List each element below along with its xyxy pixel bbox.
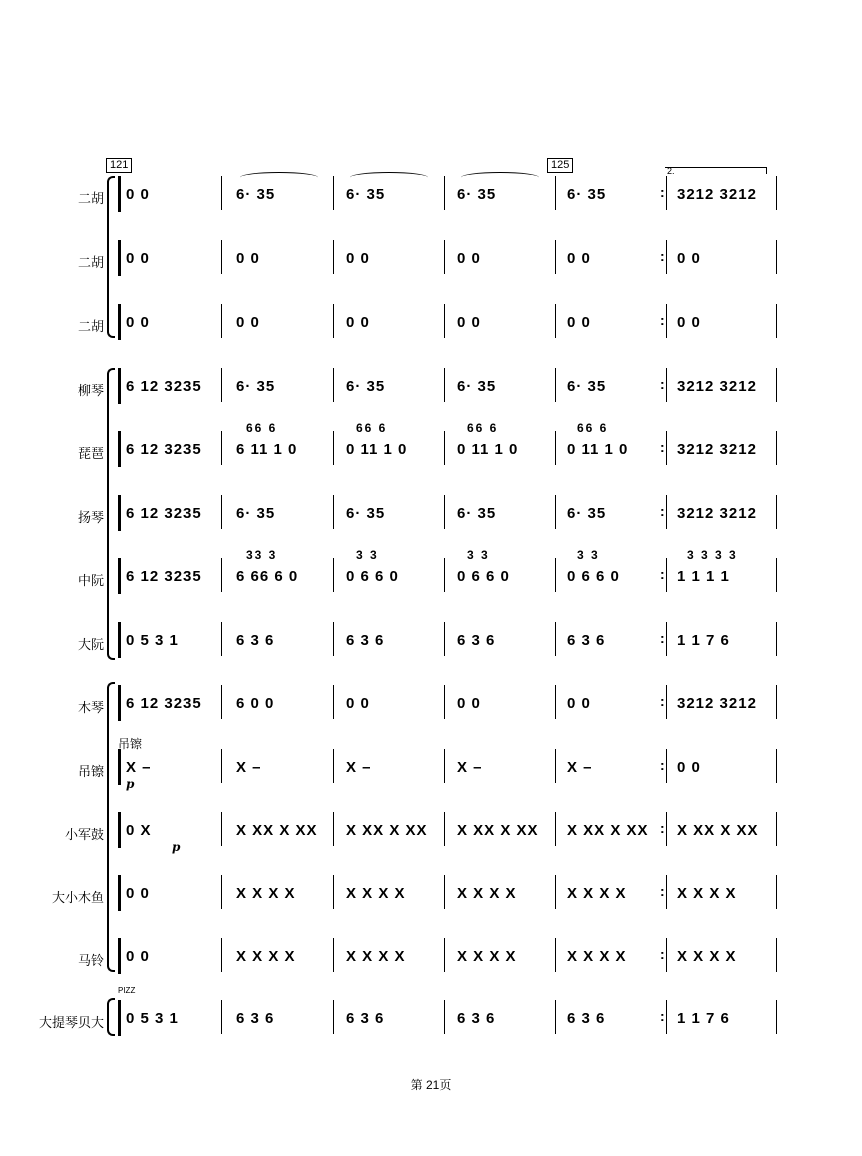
measure-notes: 0 5 3 1 — [126, 632, 179, 649]
measure-notes: 0 0 — [457, 695, 481, 712]
barline — [221, 558, 222, 592]
barline — [555, 176, 556, 210]
measure-notes: 0 0 — [677, 314, 701, 331]
barline — [333, 875, 334, 909]
upper-notes: 3 3 3 3 — [687, 548, 738, 562]
measure-notes: X XX X XX — [677, 822, 759, 839]
barline — [333, 938, 334, 972]
barline — [776, 938, 777, 972]
measure-notes: 1 1 7 6 — [677, 632, 730, 649]
instrument-name: 大提琴贝大 — [38, 1015, 104, 1030]
measure-notes: 0 0 — [567, 250, 591, 267]
measure-notes: X X X X — [346, 885, 406, 902]
measure-notes: 0 5 3 1 — [126, 1010, 179, 1027]
measure-notes: X X X X — [677, 948, 737, 965]
barline — [555, 495, 556, 529]
barline — [776, 875, 777, 909]
measure-notes: 6 3 6 — [567, 1010, 606, 1027]
measure-notes: 0 11 1 0 — [346, 441, 408, 458]
barline — [444, 622, 445, 656]
barline — [221, 176, 222, 210]
barline — [776, 176, 777, 210]
measure-notes: 6 12 3235 — [126, 695, 202, 712]
barline — [666, 1000, 667, 1034]
measure-notes: 0 0 — [346, 695, 370, 712]
barline — [444, 240, 445, 274]
measure-notes: 6 3 6 — [346, 632, 385, 649]
measure-notes: X XX X XX — [236, 822, 318, 839]
instrument-name: 吊镲 — [77, 764, 104, 779]
tie-arc — [240, 172, 318, 183]
barline — [776, 368, 777, 402]
barline — [555, 304, 556, 338]
barline — [444, 431, 445, 465]
barline — [555, 938, 556, 972]
instrument-name: 小军鼓 — [64, 827, 104, 842]
measure-notes: 0 0 — [457, 250, 481, 267]
measure-notes: 0 0 — [346, 250, 370, 267]
barline — [444, 1000, 445, 1034]
barline — [776, 685, 777, 719]
barline — [333, 431, 334, 465]
dynamic-marking: p — [172, 840, 181, 854]
instrument-row — [0, 304, 862, 344]
measure-notes: 6 12 3235 — [126, 441, 202, 458]
rehearsal-mark-125: 125 — [547, 158, 573, 173]
measure-notes: 6· 35 — [457, 186, 497, 203]
instrument-name: 木琴 — [77, 700, 104, 715]
measure-notes: 6 11 1 0 — [236, 441, 298, 458]
barline — [776, 304, 777, 338]
measure-notes: 6 3 6 — [346, 1010, 385, 1027]
barline — [776, 431, 777, 465]
measure-notes: X XX X XX — [457, 822, 539, 839]
barline — [444, 938, 445, 972]
system-line — [118, 1000, 121, 1036]
barline — [776, 812, 777, 846]
barline — [221, 431, 222, 465]
measure-notes: X – — [346, 759, 372, 776]
system-line — [118, 176, 121, 212]
instrument-row — [0, 495, 862, 535]
measure-notes: 3212 3212 — [677, 441, 757, 458]
barline — [776, 749, 777, 783]
barline — [333, 1000, 334, 1034]
page-number: 第 21页 — [410, 1078, 452, 1092]
barline — [555, 875, 556, 909]
measure-notes: X X X X — [567, 948, 627, 965]
measure-notes: X X X X — [236, 948, 296, 965]
barline — [221, 622, 222, 656]
barline — [555, 1000, 556, 1034]
measure-notes: X X X X — [457, 948, 517, 965]
repeat-sign: : — [660, 630, 666, 646]
barline — [221, 875, 222, 909]
system-line — [118, 558, 121, 594]
measure-notes: 0 0 — [567, 314, 591, 331]
measure-notes: 0 6 6 0 — [457, 568, 510, 585]
measure-notes: 6· 35 — [346, 378, 386, 395]
tie-arc — [350, 172, 428, 183]
measure-notes: X – — [457, 759, 483, 776]
instrument-name: 柳琴 — [77, 383, 104, 398]
instrument-row — [0, 875, 862, 915]
barline — [444, 495, 445, 529]
barline — [776, 495, 777, 529]
volta-bracket — [665, 167, 767, 174]
upper-notes: 66 6 — [577, 421, 609, 435]
measure-notes: 3212 3212 — [677, 505, 757, 522]
instrument-name: 二胡 — [77, 255, 104, 270]
instrument-row — [0, 548, 862, 598]
barline — [666, 749, 667, 783]
measure-notes: 0 6 6 0 — [346, 568, 399, 585]
repeat-sign: : — [660, 693, 666, 709]
repeat-sign: : — [660, 757, 666, 773]
technique-label: PIZZ — [118, 986, 136, 995]
measure-notes: X – — [567, 759, 593, 776]
measure-notes: 6· 35 — [567, 378, 607, 395]
instrument-name: 琵琶 — [77, 446, 104, 461]
barline — [555, 749, 556, 783]
barline — [333, 368, 334, 402]
measure-notes: 1 1 7 6 — [677, 1010, 730, 1027]
rehearsal-mark-121: 121 — [106, 158, 132, 173]
system-line — [118, 812, 121, 848]
instrument-row — [0, 685, 862, 725]
measure-notes: 0 0 — [567, 695, 591, 712]
barline — [555, 685, 556, 719]
barline — [666, 240, 667, 274]
barline — [776, 1000, 777, 1034]
barline — [221, 749, 222, 783]
measure-notes: X X X X — [677, 885, 737, 902]
measure-notes: X – — [126, 759, 152, 776]
barline — [666, 368, 667, 402]
barline — [666, 685, 667, 719]
instrument-name: 马铃 — [77, 953, 104, 968]
instrument-row — [0, 240, 862, 280]
barline — [666, 304, 667, 338]
instrument-row — [0, 622, 862, 662]
measure-notes: 6· 35 — [346, 505, 386, 522]
technique-label: 吊镲 — [118, 737, 143, 751]
instrument-row — [0, 986, 862, 1040]
barline — [555, 558, 556, 592]
barline — [666, 812, 667, 846]
repeat-sign: : — [660, 820, 666, 836]
repeat-sign: : — [660, 248, 666, 264]
measure-notes: 0 0 — [126, 314, 150, 331]
barline — [666, 558, 667, 592]
repeat-sign: : — [660, 376, 666, 392]
barline — [444, 558, 445, 592]
repeat-sign: : — [660, 439, 666, 455]
measure-notes: 3212 3212 — [677, 695, 757, 712]
system-line — [118, 749, 121, 785]
upper-notes: 66 6 — [356, 421, 388, 435]
system-line — [118, 875, 121, 911]
measure-notes: X X X X — [457, 885, 517, 902]
barline — [444, 749, 445, 783]
measure-notes: 6· 35 — [567, 186, 607, 203]
measure-notes: 0 0 — [457, 314, 481, 331]
barline — [555, 812, 556, 846]
barline — [221, 304, 222, 338]
measure-notes: 3212 3212 — [677, 186, 757, 203]
barline — [776, 622, 777, 656]
measure-notes: 6· 35 — [236, 505, 276, 522]
barline — [444, 812, 445, 846]
measure-notes: 6· 35 — [236, 186, 276, 203]
instrument-name: 二胡 — [77, 319, 104, 334]
measure-notes: 0 X — [126, 822, 152, 839]
instrument-row — [0, 176, 862, 216]
measure-notes: 6 3 6 — [457, 1010, 496, 1027]
tie-arc — [461, 172, 539, 183]
system-line — [118, 240, 121, 276]
barline — [333, 304, 334, 338]
measure-notes: 6 3 6 — [236, 1010, 275, 1027]
barline — [444, 304, 445, 338]
system-line — [118, 622, 121, 658]
measure-notes: 0 0 — [126, 250, 150, 267]
barline — [333, 685, 334, 719]
barline — [666, 875, 667, 909]
upper-notes: 66 6 — [246, 421, 278, 435]
barline — [221, 685, 222, 719]
upper-notes: 3 3 — [467, 548, 490, 562]
measure-notes: 6 66 6 0 — [236, 568, 299, 585]
measure-notes: 0 6 6 0 — [567, 568, 620, 585]
measure-notes: 0 0 — [126, 885, 150, 902]
measure-notes: X X X X — [346, 948, 406, 965]
measure-notes: 6· 35 — [567, 505, 607, 522]
measure-notes: 0 0 — [677, 250, 701, 267]
system-line — [118, 495, 121, 531]
measure-notes: 0 0 — [126, 186, 150, 203]
system-line — [118, 368, 121, 404]
system-line — [118, 685, 121, 721]
upper-notes: 3 3 — [356, 548, 379, 562]
barline — [444, 875, 445, 909]
system-line — [118, 431, 121, 467]
instrument-name: 二胡 — [77, 191, 104, 206]
measure-notes: 6 12 3235 — [126, 505, 202, 522]
instrument-row — [0, 368, 862, 408]
repeat-sign: : — [660, 1008, 666, 1024]
measure-notes: 0 0 — [236, 314, 260, 331]
dynamic-marking: p — [126, 777, 135, 791]
barline — [666, 495, 667, 529]
barline — [555, 240, 556, 274]
measure-notes: 0 0 — [126, 948, 150, 965]
measure-notes: X XX X XX — [346, 822, 428, 839]
barline — [444, 685, 445, 719]
measure-notes: X X X X — [236, 885, 296, 902]
measure-notes: 3212 3212 — [677, 378, 757, 395]
repeat-sign: : — [660, 883, 666, 899]
barline — [776, 558, 777, 592]
instrument-row — [0, 938, 862, 978]
barline — [666, 431, 667, 465]
measure-notes: 6 3 6 — [567, 632, 606, 649]
upper-notes: 33 3 — [246, 548, 278, 562]
repeat-sign: : — [660, 946, 666, 962]
measure-notes: 6 0 0 — [236, 695, 275, 712]
barline — [555, 368, 556, 402]
barline — [333, 622, 334, 656]
upper-notes: 3 3 — [577, 548, 600, 562]
measure-notes: 0 0 — [236, 250, 260, 267]
barline — [333, 240, 334, 274]
measure-notes: 0 11 1 0 — [567, 441, 629, 458]
measure-notes: X – — [236, 759, 262, 776]
instrument-name: 大小木鱼 — [51, 890, 104, 905]
barline — [221, 938, 222, 972]
barline — [666, 938, 667, 972]
measure-notes: 6 12 3235 — [126, 378, 202, 395]
barline — [333, 495, 334, 529]
barline — [444, 176, 445, 210]
instrument-name: 中阮 — [77, 573, 104, 588]
barline — [555, 622, 556, 656]
repeat-sign: : — [660, 312, 666, 328]
barline — [333, 176, 334, 210]
barline — [221, 812, 222, 846]
system-line — [118, 938, 121, 974]
barline — [666, 176, 667, 210]
barline — [221, 368, 222, 402]
measure-notes: 6 12 3235 — [126, 568, 202, 585]
barline — [444, 368, 445, 402]
instrument-name: 大阮 — [77, 637, 104, 652]
measure-notes: 0 0 — [346, 314, 370, 331]
volta-label: 2. — [667, 166, 675, 176]
upper-notes: 66 6 — [467, 421, 499, 435]
instrument-row — [0, 737, 862, 791]
repeat-sign: : — [660, 184, 666, 200]
measure-notes: 0 11 1 0 — [457, 441, 519, 458]
instrument-name: 扬琴 — [77, 510, 104, 525]
system-line — [118, 304, 121, 340]
repeat-sign: : — [660, 503, 666, 519]
barline — [555, 431, 556, 465]
barline — [221, 240, 222, 274]
measure-notes: 6· 35 — [346, 186, 386, 203]
measure-notes: 1 1 1 1 — [677, 568, 730, 585]
measure-notes: 6· 35 — [457, 378, 497, 395]
measure-notes: 6 3 6 — [457, 632, 496, 649]
measure-notes: 6 3 6 — [236, 632, 275, 649]
measure-notes: X XX X XX — [567, 822, 649, 839]
repeat-sign: : — [660, 566, 666, 582]
barline — [333, 558, 334, 592]
barline — [666, 622, 667, 656]
measure-notes: 6· 35 — [236, 378, 276, 395]
barline — [221, 495, 222, 529]
barline — [221, 1000, 222, 1034]
barline — [776, 240, 777, 274]
measure-notes: X X X X — [567, 885, 627, 902]
instrument-row — [0, 421, 862, 471]
barline — [333, 812, 334, 846]
barline — [333, 749, 334, 783]
measure-notes: 6· 35 — [457, 505, 497, 522]
instrument-row — [0, 812, 862, 852]
measure-notes: 0 0 — [677, 759, 701, 776]
